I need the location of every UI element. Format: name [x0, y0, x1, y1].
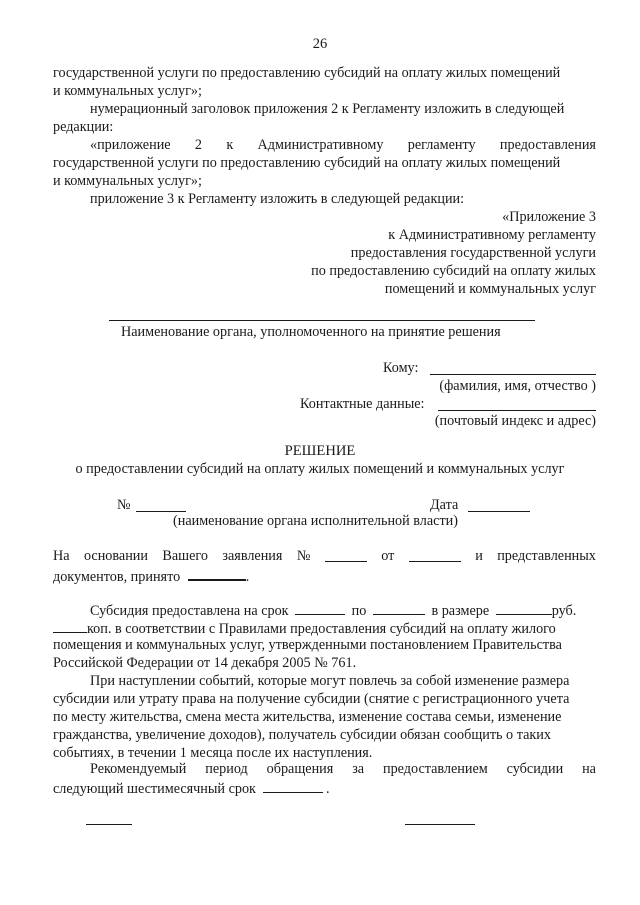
text-line-justified — [90, 137, 596, 154]
subsidy-line-1 — [90, 601, 576, 620]
word: заявления — [222, 548, 283, 564]
word: Административному — [257, 137, 384, 153]
text-line: субсидии или утрату права на получение субсидии (снятие с регистрационного учета — [53, 691, 570, 707]
word: Вашего — [162, 548, 208, 564]
word: и — [475, 548, 483, 564]
word: представленных — [497, 548, 596, 564]
recommend-end: . — [326, 781, 330, 797]
word: № — [296, 548, 311, 564]
text-line: нумерационный заголовок приложения 2 к Регламенту изложить в следующей — [90, 101, 565, 117]
word: «приложение — [90, 137, 171, 153]
number-blank — [136, 511, 186, 512]
word: регламенту — [407, 137, 476, 153]
text-line: по месту жительства, смена места жительства, изменение состава семьи, изменение — [53, 709, 562, 725]
amount-kop-blank — [53, 619, 87, 633]
signature-blank-right — [405, 824, 475, 825]
term-from-blank — [295, 601, 345, 615]
appendix-header-line: «Приложение 3 — [502, 209, 596, 225]
appendix-header-line: помещений и коммунальных услуг — [384, 281, 596, 297]
period-blank — [263, 779, 323, 793]
word: от — [381, 548, 395, 564]
application-number-blank — [325, 548, 367, 562]
word: обращения — [266, 761, 334, 777]
subsidy-text: коп. в соответствии с Правилами предоставления субсидий на оплату жилого — [87, 621, 556, 637]
to-blank — [430, 374, 596, 375]
appendix-header-line: по предоставлению субсидий на оплату жилых — [311, 263, 596, 279]
authority-caption: Наименование органа, уполномоченного на принятие решения — [121, 324, 501, 340]
text-line: При наступлении событий, которые могут повлечь за собой изменение размера — [90, 673, 570, 689]
appendix-header-line: к Административному регламенту — [388, 227, 596, 243]
text-line: государственной услуги по предоставлению субсидий на оплату жилых помещений — [53, 155, 561, 171]
word: основании — [83, 548, 148, 564]
subsidy-text: в размере — [431, 603, 490, 619]
subsidy-text: по — [351, 603, 367, 619]
text-line: государственной услуги по предоставлению субсидий на оплату жилых помещений — [53, 65, 561, 81]
contacts-blank — [438, 410, 596, 411]
basis-text: документов, принято — [53, 569, 181, 585]
recommend-text: следующий шестимесячный срок — [53, 781, 256, 797]
subsidy-text: Субсидия предоставлена на срок — [90, 603, 289, 619]
word: Рекомендуемый — [90, 761, 187, 777]
recommend-line — [90, 761, 596, 778]
word: к — [226, 137, 234, 153]
appendix-header-line: предоставления государственной услуги — [350, 245, 596, 261]
word: на — [582, 761, 596, 777]
decision-blank — [188, 566, 246, 581]
term-to-blank — [373, 601, 425, 615]
contacts-caption: (почтовый индекс и адрес) — [434, 413, 596, 429]
authority-rule — [109, 320, 535, 321]
date-label: Дата — [430, 497, 459, 513]
subsidy-line-2 — [53, 619, 556, 638]
text-line: помещения и коммунальных услуг, утвержденными постановлением Правительства — [53, 637, 562, 653]
signature-blank-left — [86, 824, 132, 825]
page-number: 26 — [312, 36, 328, 52]
word: за — [352, 761, 365, 777]
contacts-label: Контактные данные: — [300, 396, 425, 412]
to-caption: (фамилия, имя, отчество ) — [439, 378, 596, 394]
text-line: редакции: — [53, 119, 114, 135]
recommend-line-2 — [53, 779, 330, 798]
subsidy-text: руб. — [551, 603, 577, 619]
decision-subtitle: о предоставлении субсидий на оплату жилых помещений и коммунальных услуг — [75, 461, 565, 477]
word: период — [205, 761, 248, 777]
word: предоставлением — [382, 761, 488, 777]
text-line: событиях, в течении 1 месяца после их наступления. — [53, 745, 373, 761]
exec-caption: (наименование органа исполнительной власти) — [173, 513, 458, 529]
decision-title: РЕШЕНИЕ — [284, 443, 356, 459]
text-line: приложение 3 к Регламенту изложить в следующей редакции: — [90, 191, 465, 207]
text-line: гражданства, увеличение доходов), получатель субсидии обязан сообщить о таких — [53, 727, 551, 743]
word: субсидии — [506, 761, 564, 777]
word: 2 — [194, 137, 202, 153]
text-line: и коммунальных услуг»; — [53, 173, 202, 189]
basis-end: . — [245, 569, 250, 585]
basis-line-2 — [53, 566, 249, 586]
to-label: Кому: — [383, 360, 419, 376]
date-blank — [468, 511, 530, 512]
text-line: и коммунальных услуг»; — [53, 83, 202, 99]
amount-rub-blank — [496, 601, 552, 615]
application-date-blank — [409, 548, 461, 562]
basis-line — [53, 548, 596, 565]
number-label: № — [117, 497, 131, 513]
text-line: Российской Федерации от 14 декабря 2005 № 761. — [53, 655, 357, 671]
word: предоставления — [499, 137, 596, 153]
word: На — [53, 548, 70, 564]
